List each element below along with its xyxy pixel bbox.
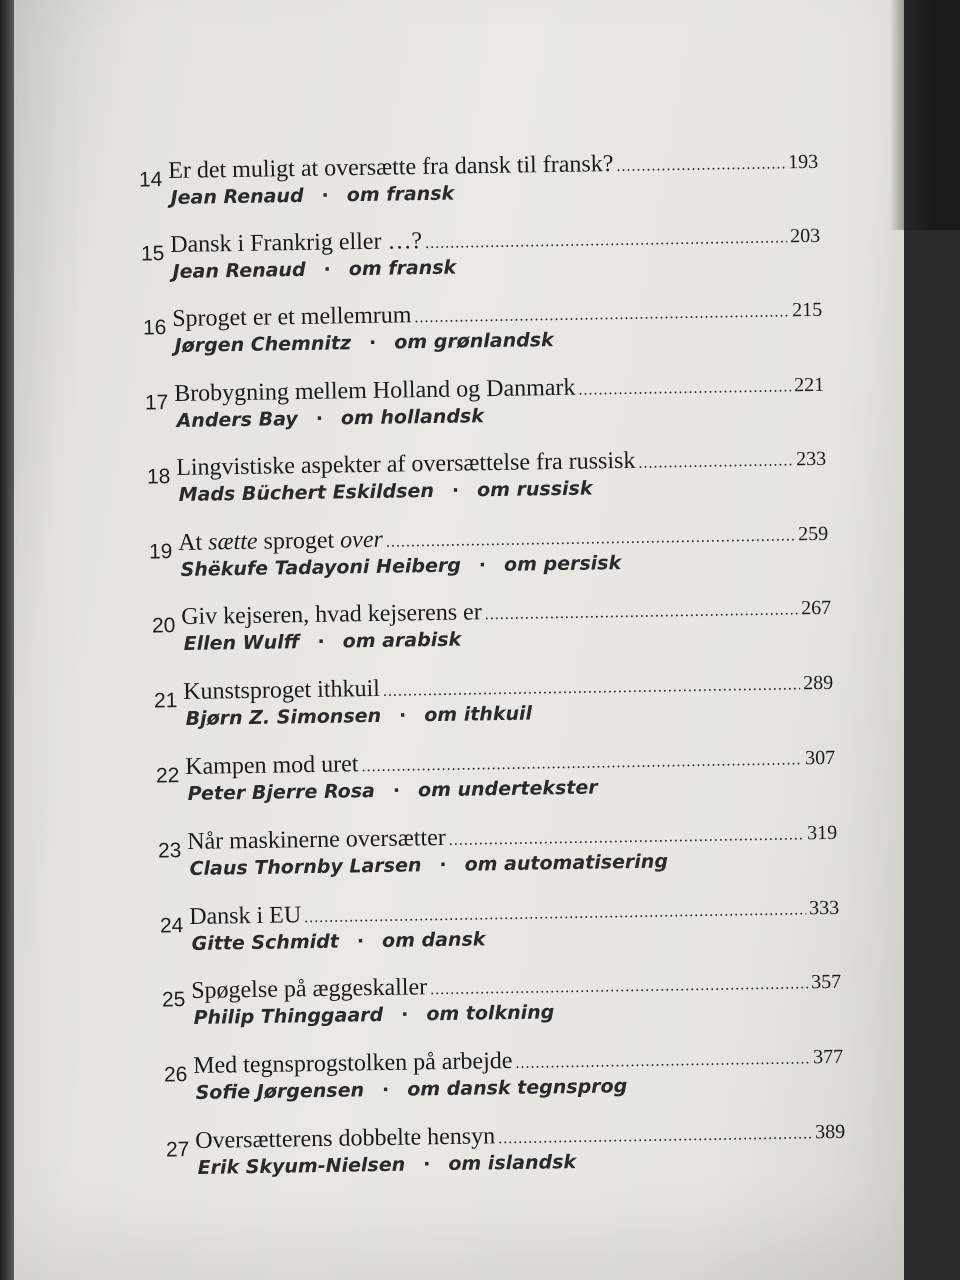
toc-entry: [138, 148, 819, 209]
page-number: 319: [806, 821, 838, 845]
author-name: Anders Bay: [176, 408, 298, 432]
language-topic: om fransk: [348, 256, 457, 281]
chapter-title: Giv kejseren, hvad kejserens er: [181, 599, 482, 630]
chapter-number: 19: [148, 540, 173, 564]
leader-dots: [638, 452, 793, 472]
page-number: 259: [797, 522, 829, 546]
title-part: At: [178, 529, 209, 556]
author-name: Mads Büchert Eskildsen: [178, 479, 435, 506]
chapter-title: Lingvistiske aspekter af oversættelse fra russisk: [176, 447, 636, 481]
separator-dot: ·: [478, 554, 487, 577]
language-topic: om russisk: [476, 477, 593, 502]
chapter-title: Oversætterens dobbelte hensyn: [195, 1123, 496, 1154]
title-part-italic: sætte: [207, 528, 258, 556]
toc-entry: [161, 968, 842, 1029]
toc-entry: [142, 296, 823, 357]
separator-dot: ·: [323, 258, 331, 281]
page-number: 267: [800, 596, 832, 620]
chapter-number: 17: [144, 391, 169, 415]
chapter-title: Er det muligt at oversætte fra dansk til fransk?: [168, 151, 614, 184]
chapter-title: Dansk i EU: [189, 902, 302, 930]
chapter-title: Spøgelse på æggeskaller: [191, 974, 428, 1004]
language-topic: om dansk: [381, 928, 486, 952]
language-topic: om automatisering: [464, 850, 669, 876]
toc-entry: [165, 1118, 846, 1179]
leader-dots: [386, 527, 796, 551]
author-name: Bjørn Z. Simonsen: [185, 704, 382, 730]
page-number: 193: [787, 150, 819, 174]
chapter-number: 25: [161, 988, 186, 1012]
language-topic: om grønlandsk: [394, 329, 554, 354]
separator-dot: ·: [356, 930, 365, 953]
separator-dot: ·: [439, 853, 447, 877]
toc-entry: [144, 371, 825, 432]
page-number: 221: [793, 373, 825, 397]
toc-entry: [148, 520, 829, 581]
chapter-title: Dansk i Frankrig eller …?: [170, 228, 423, 258]
toc-entry: [157, 819, 838, 880]
toc-entry: [159, 894, 840, 955]
chapter-title: Kunstsproget ithkuil: [183, 675, 381, 705]
title-part: sproget: [257, 527, 341, 555]
separator-dot: ·: [400, 1003, 409, 1026]
page-number: 289: [802, 671, 834, 695]
separator-dot: ·: [451, 479, 460, 502]
language-topic: om tolkning: [426, 1001, 555, 1026]
chapter-number: 18: [146, 465, 171, 489]
toc-entry: [155, 744, 836, 805]
leader-dots: [485, 601, 799, 624]
page-number: 377: [812, 1045, 844, 1069]
title-part-italic: over: [339, 526, 384, 554]
chapter-number: 27: [165, 1138, 190, 1162]
chapter-number: 14: [138, 168, 163, 192]
toc-entry: [153, 669, 834, 730]
separator-dot: ·: [315, 407, 324, 430]
author-name: Peter Bjerre Rosa: [187, 780, 376, 805]
author-name: Jean Renaud: [172, 258, 306, 283]
language-topic: om dansk tegnsprog: [407, 1075, 628, 1101]
separator-dot: ·: [398, 704, 407, 727]
page-number: 233: [795, 447, 827, 471]
leader-dots: [361, 751, 802, 776]
chapter-number: 22: [155, 764, 180, 788]
language-topic: om ithkuil: [424, 702, 533, 727]
language-topic: om undertekster: [417, 776, 598, 802]
leader-dots: [449, 826, 805, 850]
page-number: 215: [791, 298, 823, 322]
chapter-number: 23: [157, 839, 182, 863]
toc-entry: [140, 222, 821, 283]
author-name: Gitte Schmidt: [191, 930, 340, 955]
toc-entry: [151, 594, 832, 655]
language-topic: om arabisk: [342, 628, 462, 653]
chapter-number: 24: [159, 914, 184, 938]
language-topic: om hollandsk: [340, 405, 485, 430]
leader-dots: [616, 155, 785, 176]
separator-dot: ·: [321, 184, 329, 207]
chapter-number: 26: [163, 1063, 188, 1087]
author-name: Claus Thornby Larsen: [189, 854, 422, 880]
leader-dots: [498, 1125, 812, 1148]
language-topic: om persisk: [503, 552, 622, 576]
leader-dots: [425, 229, 787, 253]
chapter-title: Når maskinerne oversætter: [187, 824, 446, 855]
separator-dot: ·: [381, 1078, 390, 1102]
chapter-number: 16: [142, 316, 167, 340]
page-number: 389: [814, 1120, 846, 1144]
author-name: Erik Skyum-Nielsen: [197, 1153, 406, 1179]
language-topic: om islandsk: [448, 1151, 577, 1176]
chapter-number: 20: [151, 614, 176, 638]
author-name: Jørgen Chemnitz: [174, 332, 352, 357]
author-name: Shëkufe Tadayoni Heiberg: [180, 554, 462, 581]
chapter-number: 15: [140, 242, 165, 266]
chapter-title: Med tegnsprogstolken på arbejde: [193, 1047, 513, 1079]
chapter-title: Brobygning mellem Holland og Danmark: [174, 374, 576, 407]
leader-dots: [304, 901, 806, 927]
chapter-title: Kampen mod uret: [185, 751, 359, 780]
page-number: 203: [789, 224, 821, 248]
page-number: 357: [810, 970, 842, 994]
separator-dot: ·: [317, 630, 325, 653]
chapter-title: [178, 527, 383, 557]
separator-dot: ·: [368, 331, 377, 354]
leader-dots: [430, 975, 808, 999]
author-name: Jean Renaud: [170, 184, 304, 209]
chapter-number: 21: [153, 689, 178, 713]
author-name: Sofie Jørgensen: [195, 1079, 365, 1104]
leader-dots: [515, 1050, 810, 1073]
toc-entry: [163, 1043, 844, 1104]
leader-dots: [383, 676, 801, 701]
toc-entry: [146, 445, 827, 506]
author-name: Ellen Wulff: [183, 631, 300, 655]
separator-dot: ·: [422, 1153, 431, 1176]
page-number: 333: [808, 896, 840, 920]
language-topic: om fransk: [346, 182, 455, 207]
leader-dots: [414, 303, 789, 327]
author-name: Philip Thinggaard: [193, 1003, 384, 1029]
leader-dots: [578, 378, 791, 399]
chapter-title: Sproget er et mellemrum: [172, 302, 412, 332]
page-number: 307: [804, 746, 836, 770]
separator-dot: ·: [392, 779, 401, 802]
